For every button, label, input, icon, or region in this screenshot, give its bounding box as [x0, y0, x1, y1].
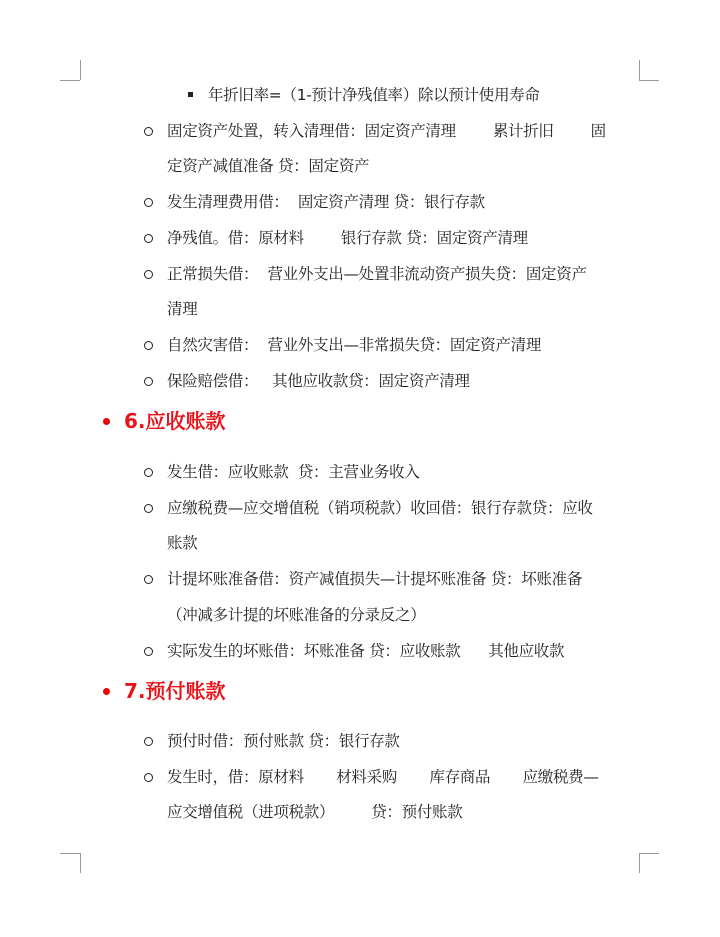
- red-bullet-icon: [103, 688, 110, 695]
- list-item-text: （冲减多计提的坏账准备的分录反之）: [167, 605, 426, 624]
- circle-bullet-icon: [144, 127, 153, 136]
- list-item-text: 清理: [167, 300, 198, 319]
- circle-bullet-icon: [144, 377, 153, 386]
- list-item-text: 应交增值税（进项税款） 贷：预付账款: [167, 803, 463, 822]
- corner-mark-br-v: [639, 853, 640, 873]
- list-item-text: 应缴税费—应交增值税（销项税款）收回借：银行存款贷：应收: [167, 498, 593, 517]
- list-item-text: 正常损失借： 营业外支出—处置非流动资产损失贷：固定资产: [167, 264, 587, 283]
- corner-mark-tl-h: [60, 80, 80, 81]
- square-bullet-icon: [188, 92, 193, 97]
- corner-mark-tr-h: [639, 80, 659, 81]
- list-item-text: 预付时借：预付账款 贷：银行存款: [167, 732, 400, 750]
- circle-bullet-icon: [144, 575, 153, 584]
- red-bullet-icon: [103, 418, 110, 425]
- list-item-text: 计提坏账准备借：资产减值损失—计提坏账准备 贷：坏账准备: [167, 570, 583, 589]
- circle-bullet-icon: [144, 468, 153, 477]
- circle-bullet-icon: [144, 647, 153, 656]
- section-heading: 6.应收账款: [124, 409, 226, 433]
- circle-bullet-icon: [144, 504, 153, 513]
- corner-mark-bl-v: [80, 853, 81, 873]
- corner-mark-bl-h: [60, 853, 80, 854]
- circle-bullet-icon: [144, 341, 153, 350]
- corner-mark-br-h: [639, 853, 659, 854]
- list-item-text: 固定资产处置，转入清理借：固定资产清理 累计折旧 固: [167, 121, 606, 140]
- list-item-text: 定资产减值准备 贷：固定资产: [167, 157, 370, 176]
- circle-bullet-icon: [144, 234, 153, 243]
- circle-bullet-icon: [144, 737, 153, 746]
- circle-bullet-icon: [144, 270, 153, 279]
- list-item-text: 发生清理费用借： 固定资产清理 贷：银行存款: [167, 193, 485, 212]
- list-item-text: 发生时，借：原材料 材料采购 库存商品 应缴税费—: [167, 767, 599, 786]
- corner-mark-tr-v: [639, 60, 640, 80]
- list-item-text: 账款: [167, 534, 198, 553]
- list-item-text: 发生借：应收账款 贷：主营业务收入: [167, 463, 420, 481]
- list-item-text: 保险赔偿借： 其他应收款贷：固定资产清理: [167, 371, 470, 390]
- circle-bullet-icon: [144, 773, 153, 782]
- list-item-text: 年折旧率=（1-预计净残值率）除以预计使用寿命: [208, 86, 540, 104]
- list-item-text: 净残值。借：原材料 银行存款 贷：固定资产清理: [167, 228, 528, 247]
- corner-mark-tl-v: [80, 60, 81, 80]
- list-item-text: 自然灾害借： 营业外支出—非常损失贷：固定资产清理: [167, 335, 542, 354]
- circle-bullet-icon: [144, 198, 153, 207]
- list-item-text: 实际发生的坏账借：坏账准备 贷：应收账款 其他应收款: [167, 641, 565, 660]
- section-heading: 7.预付账款: [124, 679, 226, 703]
